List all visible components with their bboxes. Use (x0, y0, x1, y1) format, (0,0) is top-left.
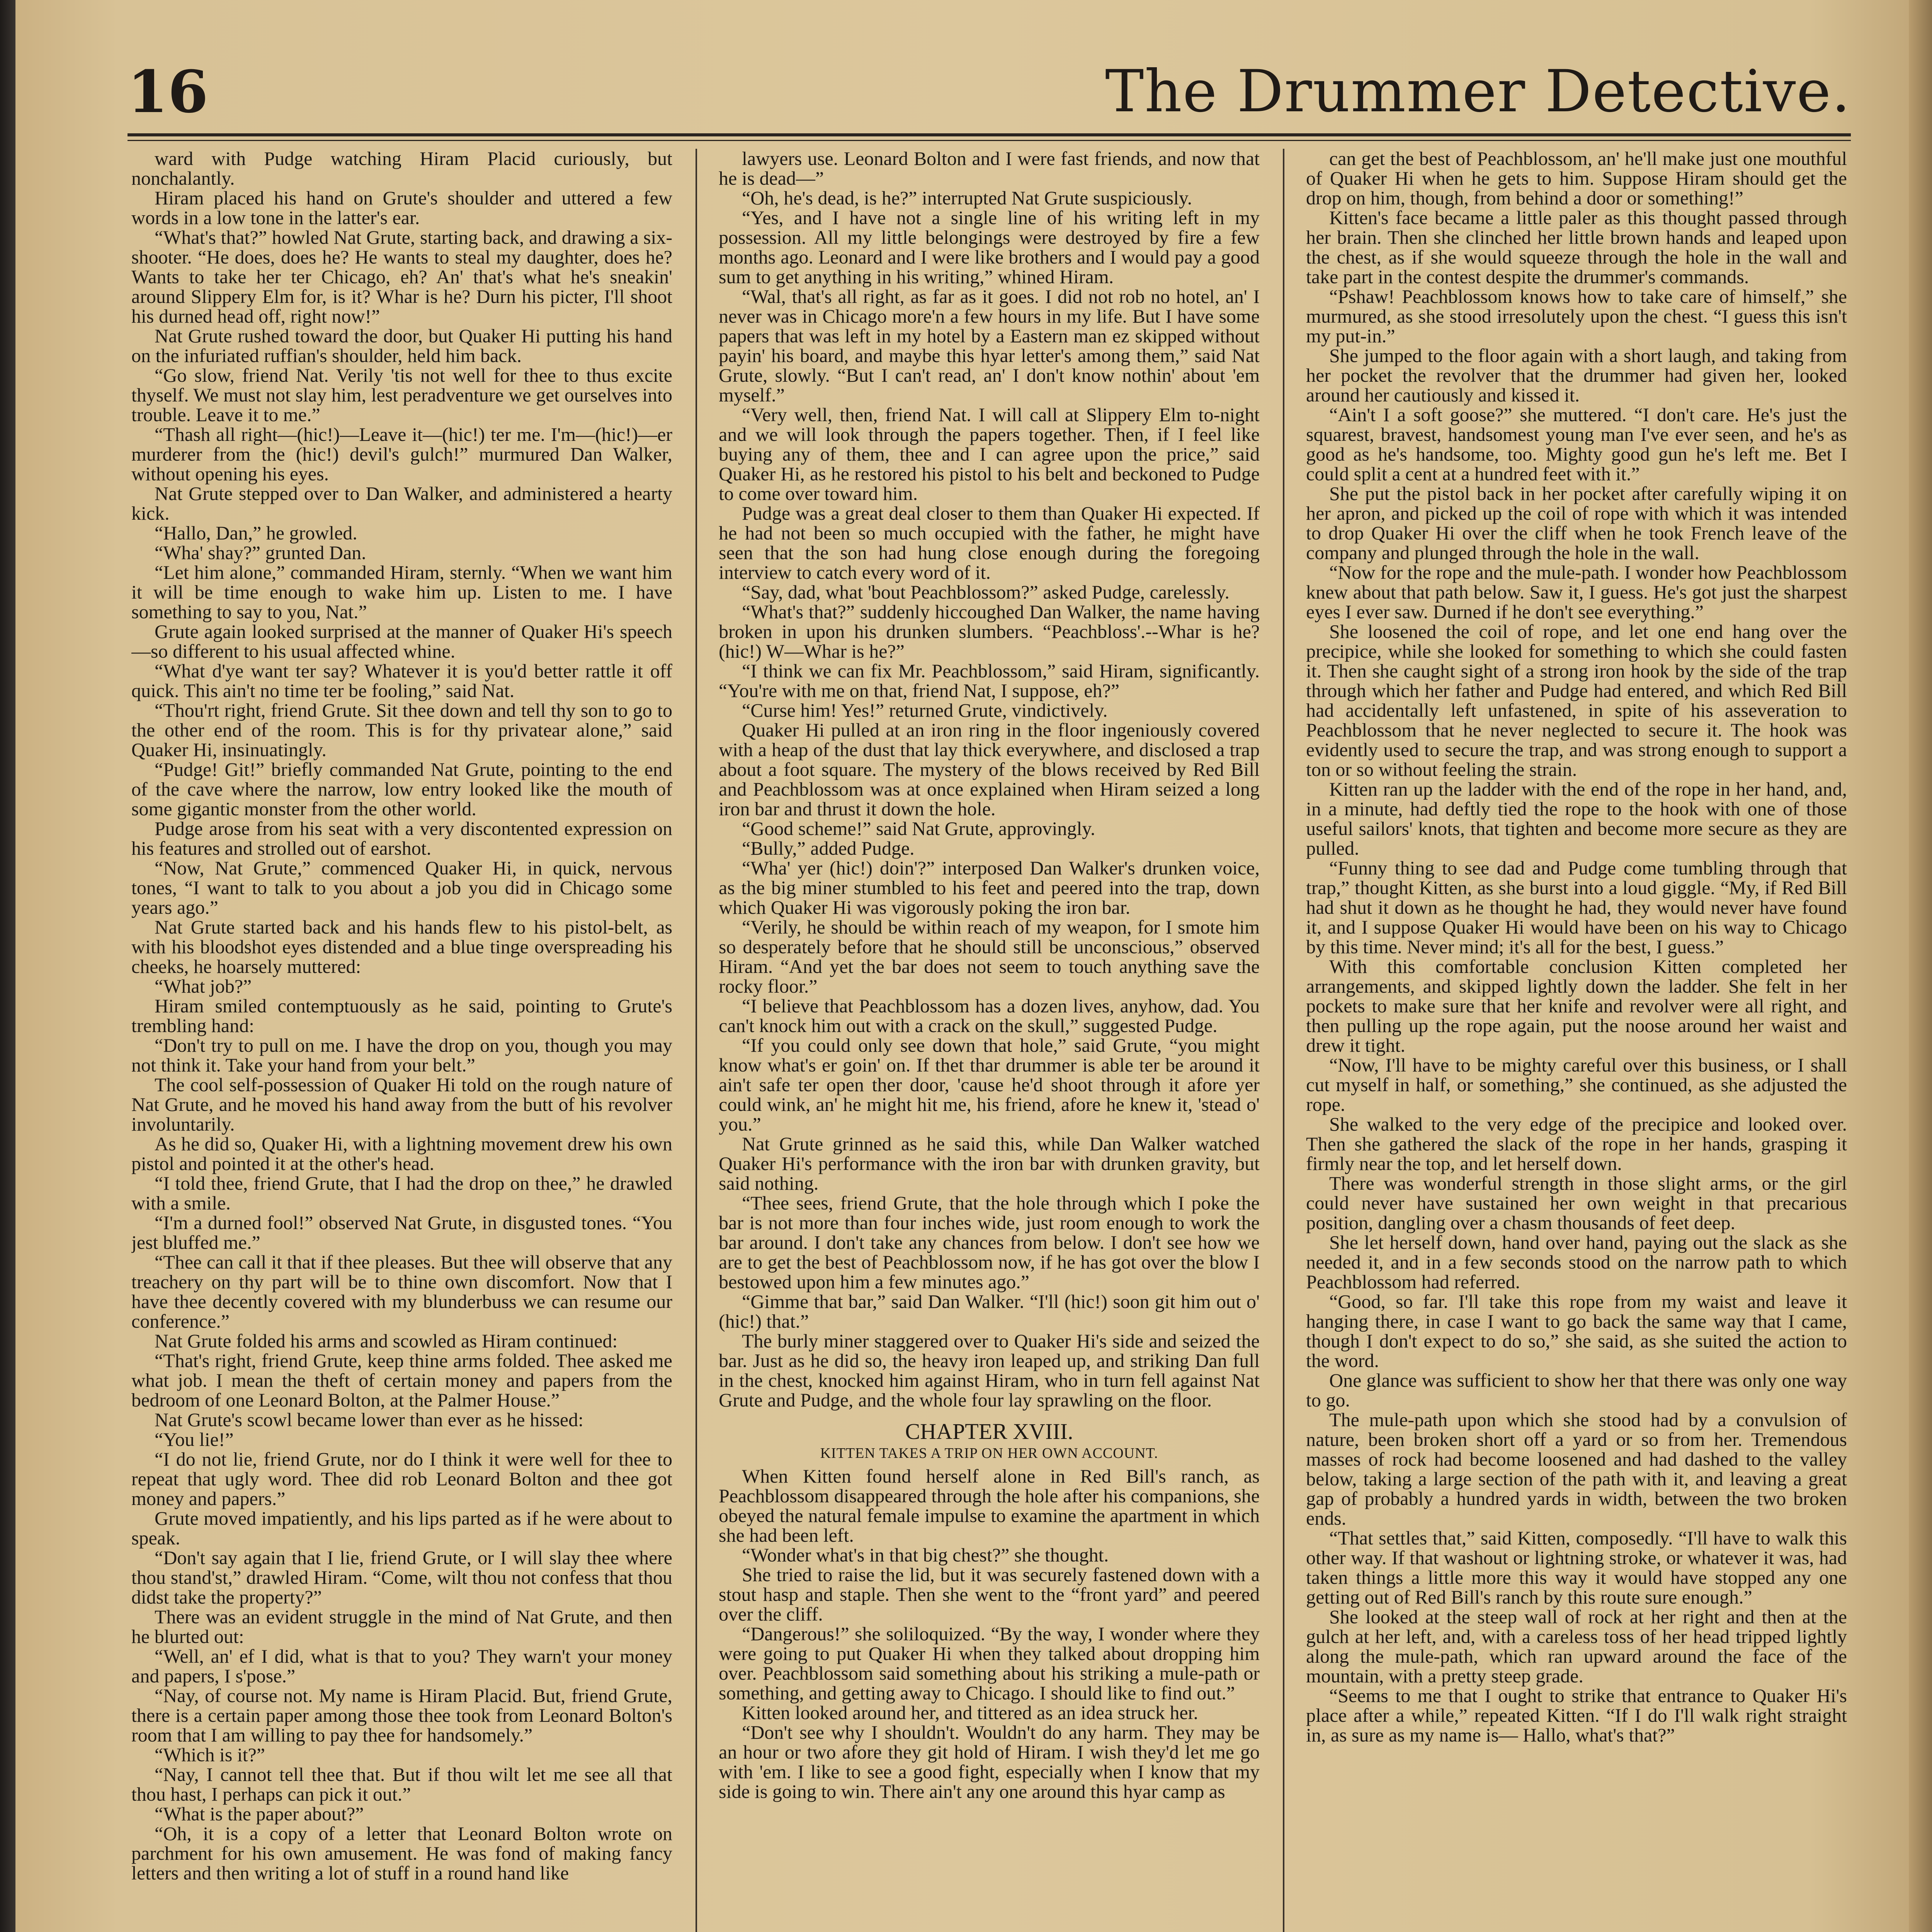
paragraph: There was wonderful strength in those slight arms, or the girl could never have sustained her own weight in that precarious position, dangling over a chasm thousands of feet deep. (1306, 1172, 1847, 1233)
paragraph: “Very well, then, friend Nat. I will call at Slippery Elm to-night and we will look through the papers together. Then, if I feel like buying any of them, thee and I can agree upon the price,” said Quaker Hi, as he restored his pistol to his belt and beckoned to Pudge to come over toward him. (719, 404, 1260, 504)
paragraph: Nat Grute rushed toward the door, but Quaker Hi putting his hand on the infuriated ruffian's shoulder, held him back. (131, 325, 672, 366)
paragraph: “Good, so far. I'll take this rope from my waist and leave it hanging there, in case I want to go back the same way that I came, though I don't expect to do so,” she said, as she suited the action to the word. (1306, 1291, 1847, 1371)
paragraph: “If you could only see down that hole,” said Grute, “you might know what's er goin' on. If thet thar drummer is able ter be around it ain't safe ter open ther door, 'cause he'd shoot through it afore yer could wink, an' he might hit me, his friend, afore he knew it, 'stead o' you.” (719, 1034, 1260, 1135)
paragraph: Nat Grute grinned as he said this, while Dan Walker watched Quaker Hi's performance with the iron bar with drunken gravity, but said nothing. (719, 1133, 1260, 1194)
paragraph: “Now, I'll have to be mighty careful over this business, or I shall cut myself in half, or something,” she continued, as she adjusted the rope. (1306, 1054, 1847, 1115)
paragraph: When Kitten found herself alone in Red Bill's ranch, as Peachblossom disappeared through the hole after his companions, she obeyed the natural female impulse to examine the apartment in which she had been left. (719, 1465, 1260, 1546)
paragraph: “Wonder what's in that big chest?” she thought. (742, 1544, 1109, 1566)
paragraph: “Nay, of course not. My name is Hiram Placid. But, friend Grute, there is a certain paper among those thee took from Leonard Bolton's room that I am willing to pay thee for handsomely.” (131, 1685, 672, 1746)
paragraph: The mule-path upon which she stood had by a convulsion of nature, been broken short off a yard or so from her. Tremendous masses of rock had become loosened and had dashed to the valley below, taking a large section of the path with it, and leaving a great gap of probably a hundred yards in width, between the two broken ends. (1306, 1409, 1847, 1529)
paragraph: “That's right, friend Grute, keep thine arms folded. Thee asked me what job. I mean the theft of certain money and papers from the bedroom of one Leonard Bolton, at the Palmer House.” (131, 1350, 672, 1411)
paragraph: “Wal, that's all right, as far as it goes. I did not rob no hotel, an' I never was in Chicago more'n a few hours in my life. But I have some papers that was left in my hotel by a Eastern man ez skipped without payin' his board, and maybe this hyar letter's among them,” said Nat Grute, slowly. “But I can't read, an' I don't know nothin' about 'em myself.” (719, 286, 1260, 406)
paragraph: There was an evident struggle in the mind of Nat Grute, and then he blurted out: (131, 1606, 672, 1647)
page-edge (1909, 0, 1932, 1932)
paragraph: “Nay, I cannot tell thee that. But if thou wilt let me see all that thou hast, I perhaps can pick it out.” (131, 1764, 672, 1805)
paragraph: “Let him alone,” commanded Hiram, sternly. “When we want him it will be time enough to wake him up. Listen to me. I have something to say to you, Nat.” (131, 561, 672, 622)
paragraph: lawyers use. Leonard Bolton and I were fast friends, and now that he is dead—” (719, 149, 1260, 189)
paragraph: “Thou'rt right, friend Grute. Sit thee down and tell thy son to go to the other end of the room. This is for thy privatear alone,” said Quaker Hi, insinuatingly. (131, 699, 672, 760)
paragraph: The cool self-possession of Quaker Hi told on the rough nature of Nat Grute, and he moved his hand away from the butt of his revolver involuntarily. (131, 1074, 672, 1135)
paragraph: “Say, dad, what 'bout Peachblossom?” asked Pudge, carelessly. (742, 581, 1230, 603)
paragraph: Hiram smiled contemptuously as he said, pointing to Grute's trembling hand: (131, 995, 672, 1036)
page-number: 16 (128, 58, 208, 126)
paragraph: She jumped to the floor again with a short laugh, and taking from her pocket the revolver that the drummer had given her, looked around her cautiously and kissed it. (1306, 345, 1847, 406)
paragraph: “Pshaw! Peachblossom knows how to take care of himself,” she murmured, as she stood irresolutely upon the chest. “I guess this isn't my put-in.” (1306, 286, 1847, 347)
text-column-2 (719, 149, 1260, 1932)
paragraph: “You lie!” (155, 1429, 234, 1450)
paragraph: can get the best of Peachblossom, an' he'll make just one mouthful of Quaker Hi when he gets to him. Suppose Hiram should get the drop on him, though, from behind a door or something!” (1306, 149, 1847, 209)
paragraph: “What is the paper about?” (155, 1803, 364, 1825)
page-header (128, 54, 1851, 131)
paragraph: Quaker Hi pulled at an iron ring in the floor ingeniously covered with a heap of the dust that lay thick everywhere, and disclosed a trap about a foot square. The mystery of the blows received by Red Bill and Peachblossom was at once explained when Hiram seized a long iron bar and thrust it down the hole. (719, 719, 1260, 820)
text-column-1 (131, 149, 672, 1932)
paragraph: “What's that?” howled Nat Grute, starting back, and drawing a six-shooter. “He does, does he? He wants to steal my daughter, does he? Wants to take her ter Chicago, eh? An' that's what he's sneakin' around Slippery Elm for, is it? Whar is he? Durn his picter, I'll shoot his durned head off, right now!” (131, 226, 672, 327)
paragraph: Pudge arose from his seat with a very discontented expression on his features and strolled out of earshot. (131, 818, 672, 859)
paragraph: “Thee sees, friend Grute, that the hole through which I poke the bar is not more than four inches wide, just room enough to work the bar around. I don't take any chances from below. I don't see how we are to get the best of Peachblossom now, if he has got over the blow I bestowed upon him a few minutes ago.” (719, 1192, 1260, 1293)
paragraph: She loosened the coil of rope, and let one end hang over the precipice, while she looked for something to which she could fasten it. Then she caught sight of a strong iron hook by the side of the trap through which her father and Pudge had entered, and which Red Bill had accidentally left unfastened, in spite of his asseveration to Peachblossom that he never neglected to secure it. The hook was evidently used to secure the trap, and was strong enough to support a ton or so without feeling the strain. (1306, 621, 1847, 780)
paragraph: “Gimme that bar,” said Dan Walker. “I'll (hic!) soon git him out o' (hic!) that.” (719, 1291, 1260, 1332)
paragraph: The burly miner staggered over to Quaker Hi's side and seized the bar. Just as he did so, the heavy iron leaped up, and striking Dan full in the chest, knocked him against Hiram, who in turn fell against Nat Grute and Pudge, and the whole four lay sprawling on the floor. (719, 1330, 1260, 1411)
paragraph: “Verily, he should be within reach of my weapon, for I smote him so desperately before that he should still be unconscious,” observed Hiram. “And yet the bar does not seem to touch anything save the rocky floor.” (719, 916, 1260, 997)
paragraph: “Oh, it is a copy of a letter that Leonard Bolton wrote on parchment for his own amusement. He was fond of making fancy letters and then writing a lot of stuff in a round hand like (131, 1823, 672, 1884)
paragraph: “Funny thing to see dad and Pudge come tumbling through that trap,” thought Kitten, as she burst into a loud giggle. “My, if Red Bill had shut it down as he thought he had, they would never have found it, and I suppose Quaker Hi would have been on his way to Chicago by this time. Never mind; it's all for the best, I guess.” (1306, 857, 1847, 957)
paragraph: Hiram placed his hand on Grute's shoulder and uttered a few words in a low tone in the latter's ear. (131, 187, 672, 228)
paragraph: “Wha' yer (hic!) doin'?” interposed Dan Walker's drunken voice, as the big miner stumbled to his feet and peered into the trap, down which Quaker Hi was vigorously poking the iron bar. (719, 857, 1260, 918)
paragraph: She walked to the very edge of the precipice and looked over. Then she gathered the slack of the rope in her hands, grasping it firmly near the top, and let herself down. (1306, 1113, 1847, 1174)
paragraph: Nat Grute started back and his hands flew to his pistol-belt, as with his bloodshot eyes distended and a blue tinge overspreading his cheeks, he hoarsely muttered: (131, 916, 672, 977)
paragraph: Nat Grute's scowl became lower than ever as he hissed: (155, 1409, 584, 1430)
paragraph: As he did so, Quaker Hi, with a lightning movement drew his own pistol and pointed it at the other's head. (131, 1133, 672, 1174)
paragraph: “What job?” (155, 975, 252, 997)
paragraph: Kitten's face became a little paler as this thought passed through her brain. Then she clinched her little brown hands and leaped upon the chest, as if she would squeeze through the hole in the wall and take part in the contest despite the drummer's commands. (1306, 207, 1847, 287)
chapter-heading: CHAPTER XVIII. (905, 1419, 1073, 1444)
paragraph: “I told thee, friend Grute, that I had the drop on thee,” he drawled with a smile. (131, 1172, 672, 1214)
paragraph: “Yes, and I have not a single line of his writing left in my possession. All my little belongings were destroyed by fire a few months ago. Leonard and I were like brothers and I would pay a good sum to get anything in his writing,” whined Hiram. (719, 207, 1260, 287)
paragraph: “Thash all right—(hic!)—Leave it—(hic!) ter me. I'm—(hic!)—er murderer from the (hic!) devil's gulch!” murmured Dan Walker, without opening his eyes. (131, 423, 672, 485)
paragraph: “Dangerous!” she soliloquized. “By the way, I wonder where they were going to put Quaker Hi when they talked about dropping him over. Peachblossom said something about his striking a mule-path or something, and getting away to Chicago. I should like to find out.” (719, 1623, 1260, 1704)
paragraph: She let herself down, hand over hand, paying out the slack as she needed it, and in a few seconds stood on the narrow path to which Peachblossom had referred. (1306, 1231, 1847, 1293)
paragraph: “Don't see why I shouldn't. Wouldn't do any harm. They may be an hour or two afore they git hold of Hiram. I wish they'd let me go with 'em. I like to see a good fight, especially when I know that my side is going to win. There ain't any one around this hyar camp as (719, 1721, 1260, 1802)
paragraph: Pudge was a great deal closer to them than Quaker Hi expected. If he had not been so much occupied with the father, he might have seen that the son had hung close enough during the foregoing interview to catch every word of it. (719, 502, 1260, 583)
paragraph: “Go slow, friend Nat. Verily 'tis not well for thee to thus excite thyself. We must not slay him, lest peradventure we get ourselves into trouble. Leave it to me.” (131, 364, 672, 425)
header-rule-thin (128, 140, 1851, 141)
paragraph: “I think we can fix Mr. Peachblossom,” said Hiram, significantly. “You're with me on that, friend Nat, I suppose, eh?” (719, 660, 1260, 701)
paragraph: “Don't say again that I lie, friend Grute, or I will slay thee where thou stand'st,” drawled Hiram. “Come, wilt thou not confess that thou didst take the property?” (131, 1547, 672, 1608)
paragraph: She put the pistol back in her pocket after carefully wiping it on her apron, and picked up the coil of rope with which it was intended to drop Quaker Hi over the cliff when he took French leave of the company and plunged through the hole in the wall. (1306, 483, 1847, 563)
paragraph: “Well, an' ef I did, what is that to you? They warn't your money and papers, I s'pose.” (131, 1645, 672, 1687)
chapter-subtitle: KITTEN TAKES A TRIP ON HER OWN ACCOUNT. (820, 1445, 1158, 1461)
paragraph: Grute again looked surprised at the manner of Quaker Hi's speech—so different to his usual affected whine. (131, 621, 672, 662)
paragraph: She tried to raise the lid, but it was securely fastened down with a stout hasp and staple. Then she went to the “front yard” and peered over the cliff. (719, 1564, 1260, 1625)
paragraph: With this comfortable conclusion Kitten completed her arrangements, and skipped lightly down the ladder. She felt in her pockets to make sure that her knife and revolver were all right, and then pulling up the rope again, put the noose around her waist and drew it tight. (1306, 956, 1847, 1056)
paragraph: “Wha' shay?” grunted Dan. (155, 542, 366, 563)
paragraph: “I'm a durned fool!” observed Nat Grute, in disgusted tones. “You jest bluffed me.” (131, 1212, 672, 1253)
paragraph: “Seems to me that I ought to strike that entrance to Quaker Hi's place after a while,” repeated Kitten. “If I do I'll walk right straight in, as sure as my name is— Hallo, what's that?” (1306, 1685, 1847, 1746)
paragraph: ward with Pudge watching Hiram Placid curiously, but nonchalantly. (131, 149, 672, 189)
article-body (131, 149, 1847, 1932)
text-column-3 (1306, 149, 1847, 1932)
publication-title: The Drummer Detective. (1105, 58, 1851, 125)
paragraph: “Now for the rope and the mule-path. I wonder how Peachblossom knew about that path below. Saw it, I guess. He's got just the sharpest eyes I ever saw. Durned if he don't see everything.” (1306, 561, 1847, 622)
paragraph: One glance was sufficient to show her that there was only one way to go. (1306, 1369, 1847, 1411)
paragraph: “Pudge! Git!” briefly commanded Nat Grute, pointing to the end of the cave where the narrow, low entry looked like the mouth of some gigantic monster from the other world. (131, 759, 672, 820)
paragraph: “I believe that Peachblossom has a dozen lives, anyhow, dad. You can't knock him out with a crack on the skull,” suggested Pudge. (719, 995, 1260, 1036)
paragraph: “Ain't I a soft goose?” she muttered. “I don't care. He's just the squarest, bravest, handsomest young man I've ever seen, and he's as good as he's handsome, too. Mighty good gun he's left me. Bet I could split a cent at a hundred feet with it.” (1306, 404, 1847, 485)
paragraph: “What's that?” suddenly hiccoughed Dan Walker, the name having broken in upon his drunken slumbers. “Peachbloss'.--Whar is he? (hic!) W—Whar is he?” (719, 601, 1260, 662)
paragraph: “I do not lie, friend Grute, nor do I think it were well for thee to repeat that ugly word. Thee did rob Leonard Bolton and thee got money and papers.” (131, 1448, 672, 1509)
paragraph: “That settles that,” said Kitten, composedly. “I'll have to walk this other way. If that washout or lightning stroke, or whatever it was, had taken things a little more this way it would have stopped any one getting out of Red Bill's ranch by this route sure enough.” (1306, 1527, 1847, 1608)
paragraph: “Thee can call it that if thee pleases. But thee will observe that any treachery on thy part will be to thine own discomfort. Now that I have thee decently covered with my blunderbuss we can resume our conference.” (131, 1251, 672, 1332)
paragraph: “Curse him! Yes!” returned Grute, vindictively. (742, 699, 1108, 721)
paragraph: “Hallo, Dan,” he growled. (155, 522, 357, 544)
paragraph: “Bully,” added Pudge. (742, 837, 915, 859)
paragraph: “Don't try to pull on me. I have the drop on you, though you may not think it. Take your hand from your belt.” (131, 1034, 672, 1076)
paragraph: Kitten looked around her, and tittered as an idea struck her. (742, 1702, 1198, 1723)
paragraph: Nat Grute folded his arms and scowled as Hiram continued: (155, 1330, 618, 1352)
paragraph: “Good scheme!” said Nat Grute, approvingly. (742, 818, 1095, 839)
paragraph: “Now, Nat Grute,” commenced Quaker Hi, in quick, nervous tones, “I want to talk to you about a job you did in Chicago some years ago.” (131, 857, 672, 918)
page-binding (0, 0, 15, 1932)
paragraph: Grute moved impatiently, and his lips parted as if he were about to speak. (131, 1507, 672, 1549)
header-rule (128, 133, 1851, 136)
paragraph: “Oh, he's dead, is he?” interrupted Nat Grute suspiciously. (742, 187, 1192, 209)
paragraph: “What d'ye want ter say? Whatever it is you'd better rattle it off quick. This ain't no time ter be fooling,” said Nat. (131, 660, 672, 701)
paragraph: Kitten ran up the ladder with the end of the rope in her hand, and, in a minute, had deftly tied the rope to the hook with one of those useful sailors' knots, that tighten and become more secure as they are pulled. (1306, 778, 1847, 859)
paragraph: Nat Grute stepped over to Dan Walker, and administered a hearty kick. (131, 483, 672, 524)
paragraph: “Which is it?” (155, 1744, 265, 1765)
paragraph: She looked at the steep wall of rock at her right and then at the gulch at her left, and, with a careless toss of her head tripped lightly along the mule-path, which ran upward around the face of the mountain, with a pretty steep grade. (1306, 1606, 1847, 1687)
